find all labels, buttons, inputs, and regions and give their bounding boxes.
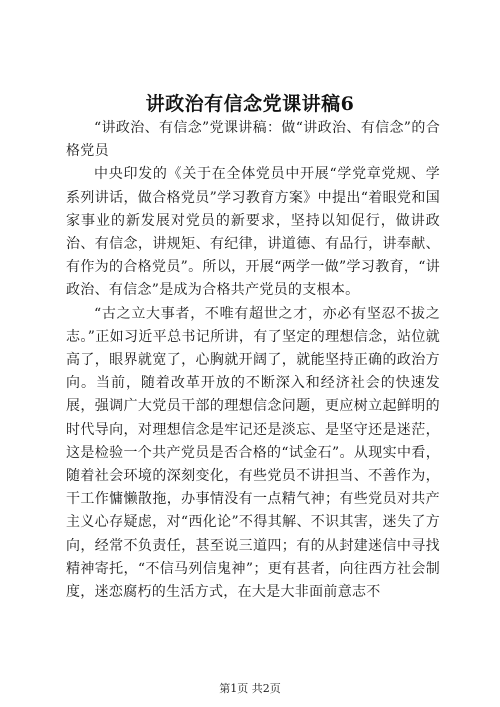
paragraph-subtitle: “讲政治、有信念”党课讲稿：做“讲政治、有信念”的合格党员: [66, 120, 440, 160]
paragraph-intro: 中央印发的《关于在全体党员中开展“学党章党规、学系列讲话，做合格党员”学习教育方案》中提出“着眼党和国家事业的新发展对党员的新要求，坚持以知促行，做讲政治、有信念，讲规矩、有纪律，讲道德、有品行，讲奉献、有作为的合格党员”。所以，开展“两学一做”学习教育，“讲政治、有信念”是成为合格共产党员的支根本。: [66, 166, 440, 299]
document-title: 讲政治有信念党课讲稿6: [145, 93, 355, 115]
page-footer: 第1页 共2页: [219, 682, 281, 695]
document-body: [66, 117, 440, 604]
paragraph-main: “古之立大事者，不唯有超世之才，亦必有坚忍不拔之志。”正如习近平总书记所讲，有了坚定的理想信念，站位就高了，眼界就宽了，心胸就开阔了，就能坚持正确的政治方向。当前，随着改革开放的不断深入和经济社会的快速发展，强调广大党员干部的理想信念问题，更应树立起鲜明的时代导向，对理想信念是牢记还是淡忘、是坚守还是迷茫，这是检验一个共产党员是否合格的“试金石”。从现实中看，随着社会环境的深刻变化，有些党员不讲担当、不善作为，干工作慵懒散拖，办事情没有一点精气神；有些党员对共产主义心存疑虑，对“西化论”不得其解、不识其害，迷失了方向，经常不负责任，甚至说三道四；有的从封建迷信中寻找精神寄托，“不信马列信鬼神”；更有甚者，向往西方社会制度，迷恋腐朽的生活方式，在大是大非面前意志不: [66, 305, 440, 601]
